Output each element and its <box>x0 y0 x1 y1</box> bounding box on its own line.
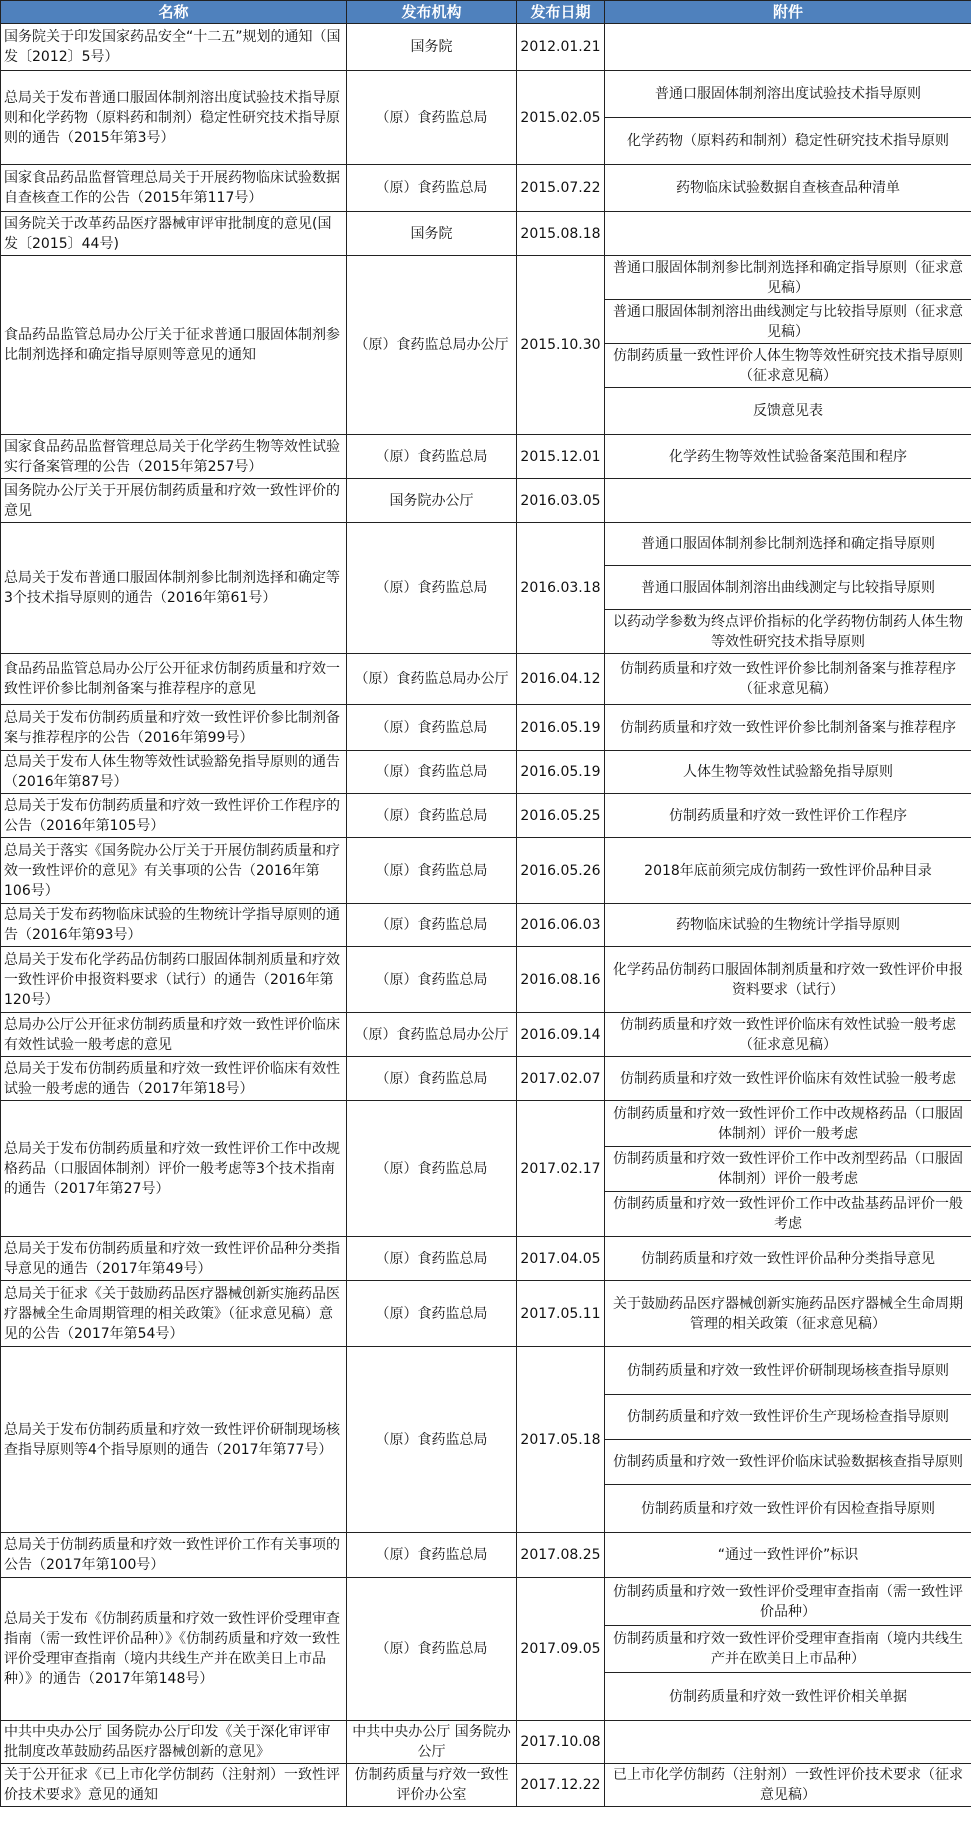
table-row <box>1 654 971 705</box>
table-row <box>1 71 971 118</box>
doc-name-cell: 总局关于发布化学药品仿制药口服固体制剂质量和疗效一致性评价申报资料要求（试行）的通告（2016年第120号） <box>1 947 347 1013</box>
header-org: 发布机构 <box>347 1 517 24</box>
doc-org-cell: （原）食药监总局 <box>347 1578 517 1721</box>
doc-org-cell: 国务院 <box>347 24 517 71</box>
doc-date-cell: 2016.09.14 <box>517 1013 605 1057</box>
doc-name-cell: 国家食品药品监督管理总局关于化学药生物等效性试验实行备案管理的公告（2015年第257号） <box>1 435 347 479</box>
doc-org-cell: 国务院办公厅 <box>347 479 517 523</box>
attachment-cell: 普通口服固体制剂溶出度试验技术指导原则 <box>605 71 971 118</box>
doc-org-cell: （原）食药监总局办公厅 <box>347 1013 517 1057</box>
doc-name-cell: 总局关于发布《仿制药质量和疗效一致性评价受理审查指南（需一致性评价品种）》《仿制药质量和疗效一致性评价受理审查指南（境内共线生产并在欧美日上市品种）》的通告（2017年第148号） <box>1 1578 347 1721</box>
attachment-cell <box>605 24 971 71</box>
doc-date-cell: 2017.12.22 <box>517 1764 605 1807</box>
doc-org-cell: 国务院 <box>347 212 517 256</box>
attachment-cell: 化学药品仿制药口服固体制剂质量和疗效一致性评价申报资料要求（试行） <box>605 947 971 1013</box>
attachment-cell <box>605 212 971 256</box>
header-attachment: 附件 <box>605 1 971 24</box>
doc-name-cell: 关于公开征求《已上市化学仿制药（注射剂）一致性评价技术要求》意见的通知 <box>1 1764 347 1807</box>
table-row <box>1 838 971 904</box>
doc-org-cell: （原）食药监总局 <box>347 1347 517 1533</box>
doc-date-cell: 2017.02.17 <box>517 1101 605 1237</box>
doc-name-cell: 总局办公厅公开征求仿制药质量和疗效一致性评价临床有效性试验一般考虑的意见 <box>1 1013 347 1057</box>
table-row <box>1 794 971 838</box>
doc-date-cell: 2017.05.18 <box>517 1347 605 1533</box>
doc-date-cell: 2017.04.05 <box>517 1237 605 1281</box>
doc-name-cell: 总局关于发布仿制药质量和疗效一致性评价临床有效性试验一般考虑的通告（2017年第18号） <box>1 1057 347 1101</box>
doc-date-cell: 2016.05.19 <box>517 751 605 794</box>
doc-name-cell: 总局关于发布普通口服固体制剂溶出度试验技术指导原则和化学药物（原料药和制剂）稳定性研究技术指导原则的通告（2015年第3号） <box>1 71 347 165</box>
doc-name-cell: 总局关于仿制药质量和疗效一致性评价工作有关事项的公告（2017年第100号） <box>1 1533 347 1578</box>
table-row <box>1 435 971 479</box>
doc-org-cell: （原）食药监总局 <box>347 1237 517 1281</box>
table-row <box>1 523 971 566</box>
attachment-cell: 仿制药质量一致性评价人体生物等效性研究技术指导原则（征求意见稿） <box>605 344 971 388</box>
attachment-cell: 普通口服固体制剂参比制剂选择和确定指导原则（征求意见稿） <box>605 256 971 300</box>
table-row <box>1 479 971 523</box>
doc-name-cell: 总局关于发布仿制药质量和疗效一致性评价工作程序的公告（2016年第105号） <box>1 794 347 838</box>
doc-org-cell: （原）食药监总局 <box>347 71 517 165</box>
doc-org-cell: （原）食药监总局 <box>347 435 517 479</box>
doc-date-cell: 2017.02.07 <box>517 1057 605 1101</box>
doc-name-cell: 总局关于发布仿制药质量和疗效一致性评价工作中改规格药品（口服固体制剂）评价一般考虑等3个技术指南的通告（2017年第27号） <box>1 1101 347 1237</box>
doc-name-cell: 总局关于落实《国务院办公厅关于开展仿制药质量和疗效一致性评价的意见》有关事项的公告（2016年第106号） <box>1 838 347 904</box>
doc-org-cell: （原）食药监总局 <box>347 705 517 751</box>
doc-org-cell: （原）食药监总局 <box>347 1281 517 1347</box>
doc-name-cell: 国家食品药品监督管理总局关于开展药物临床试验数据自查核查工作的公告（2015年第117号） <box>1 165 347 212</box>
doc-name-cell: 总局关于发布仿制药质量和疗效一致性评价品种分类指导意见的通告（2017年第49号） <box>1 1237 347 1281</box>
doc-date-cell: 2015.12.01 <box>517 435 605 479</box>
attachment-cell: 仿制药质量和疗效一致性评价参比制剂备案与推荐程序（征求意见稿） <box>605 654 971 705</box>
table-row <box>1 1721 971 1764</box>
attachment-cell: 仿制药质量和疗效一致性评价工作中改剂型药品（口服固体制剂）评价一般考虑 <box>605 1147 971 1192</box>
doc-org-cell: （原）食药监总局 <box>347 1057 517 1101</box>
attachment-cell: 仿制药质量和疗效一致性评价有因检查指导原则 <box>605 1485 971 1533</box>
doc-org-cell: （原）食药监总局办公厅 <box>347 654 517 705</box>
table-row <box>1 904 971 947</box>
attachment-cell: 仿制药质量和疗效一致性评价生产现场检查指导原则 <box>605 1395 971 1440</box>
doc-date-cell: 2016.06.03 <box>517 904 605 947</box>
doc-org-cell: （原）食药监总局 <box>347 751 517 794</box>
table-body <box>1 24 971 1807</box>
attachment-cell: 仿制药质量和疗效一致性评价受理审查指南（境内共线生产并在欧美日上市品种） <box>605 1626 971 1673</box>
header-row <box>1 1 971 24</box>
attachment-cell: 仿制药质量和疗效一致性评价临床有效性试验一般考虑（征求意见稿） <box>605 1013 971 1057</box>
header-name: 名称 <box>1 1 347 24</box>
doc-name-cell: 总局关于发布仿制药质量和疗效一致性评价研制现场核查指导原则等4个指导原则的通告（2017年第77号） <box>1 1347 347 1533</box>
doc-date-cell: 2016.05.19 <box>517 705 605 751</box>
attachment-cell: 人体生物等效性试验豁免指导原则 <box>605 751 971 794</box>
table-row <box>1 24 971 71</box>
doc-date-cell: 2017.10.08 <box>517 1721 605 1764</box>
table-row <box>1 1533 971 1578</box>
attachment-cell: “通过一致性评价”标识 <box>605 1533 971 1578</box>
attachment-cell: 化学药物（原料药和制剂）稳定性研究技术指导原则 <box>605 118 971 165</box>
table-row <box>1 256 971 300</box>
doc-org-cell: （原）食药监总局 <box>347 523 517 654</box>
table-row <box>1 1057 971 1101</box>
table-row <box>1 1281 971 1347</box>
doc-name-cell: 食品药品监管总局办公厅关于征求普通口服固体制剂参比制剂选择和确定指导原则等意见的通知 <box>1 256 347 435</box>
header-date: 发布日期 <box>517 1 605 24</box>
attachment-cell: 仿制药质量和疗效一致性评价相关单据 <box>605 1673 971 1721</box>
doc-org-cell: （原）食药监总局 <box>347 947 517 1013</box>
doc-name-cell: 总局关于征求《关于鼓励药品医疗器械创新实施药品医疗器械全生命周期管理的相关政策》（征求意见稿）意见的公告（2017年第54号） <box>1 1281 347 1347</box>
table-row <box>1 705 971 751</box>
table-row <box>1 1764 971 1807</box>
doc-date-cell: 2015.07.22 <box>517 165 605 212</box>
doc-org-cell: （原）食药监总局 <box>347 1101 517 1237</box>
doc-date-cell: 2017.09.05 <box>517 1578 605 1721</box>
table-row <box>1 751 971 794</box>
attachment-cell: 仿制药质量和疗效一致性评价受理审查指南（需一致性评价品种） <box>605 1578 971 1626</box>
doc-name-cell: 总局关于发布人体生物等效性试验豁免指导原则的通告（2016年第87号） <box>1 751 347 794</box>
doc-org-cell: （原）食药监总局 <box>347 794 517 838</box>
attachment-cell: 反馈意见表 <box>605 388 971 435</box>
doc-date-cell: 2016.03.05 <box>517 479 605 523</box>
doc-date-cell: 2016.05.25 <box>517 794 605 838</box>
doc-org-cell: （原）食药监总局 <box>347 165 517 212</box>
attachment-cell: 仿制药质量和疗效一致性评价临床试验数据核查指导原则 <box>605 1440 971 1485</box>
doc-name-cell: 食品药品监管总局办公厅公开征求仿制药质量和疗效一致性评价参比制剂备案与推荐程序的意见 <box>1 654 347 705</box>
table-row <box>1 1578 971 1626</box>
attachment-cell: 普通口服固体制剂溶出曲线测定与比较指导原则（征求意见稿） <box>605 300 971 344</box>
doc-date-cell: 2017.08.25 <box>517 1533 605 1578</box>
attachment-cell: 仿制药质量和疗效一致性评价工作中改规格药品（口服固体制剂）评价一般考虑 <box>605 1101 971 1147</box>
table-row <box>1 1347 971 1395</box>
attachment-cell: 以药动学参数为终点评价指标的化学药物仿制药人体生物等效性研究技术指导原则 <box>605 610 971 654</box>
attachment-cell <box>605 479 971 523</box>
doc-name-cell: 总局关于发布药物临床试验的生物统计学指导原则的通告（2016年第93号） <box>1 904 347 947</box>
table-row <box>1 165 971 212</box>
attachment-cell <box>605 1721 971 1764</box>
doc-date-cell: 2012.01.21 <box>517 24 605 71</box>
attachment-cell: 仿制药质量和疗效一致性评价研制现场核查指导原则 <box>605 1347 971 1395</box>
table-row <box>1 947 971 1013</box>
doc-date-cell: 2016.04.12 <box>517 654 605 705</box>
doc-org-cell: 仿制药质量与疗效一致性评价办公室 <box>347 1764 517 1807</box>
doc-org-cell: （原）食药监总局 <box>347 1533 517 1578</box>
doc-date-cell: 2015.10.30 <box>517 256 605 435</box>
attachment-cell: 仿制药质量和疗效一致性评价临床有效性试验一般考虑 <box>605 1057 971 1101</box>
attachment-cell: 仿制药质量和疗效一致性评价品种分类指导意见 <box>605 1237 971 1281</box>
doc-date-cell: 2016.05.26 <box>517 838 605 904</box>
attachment-cell: 2018年底前须完成仿制药一致性评价品种目录 <box>605 838 971 904</box>
attachment-cell: 普通口服固体制剂溶出曲线测定与比较指导原则 <box>605 566 971 610</box>
attachment-cell: 药物临床试验的生物统计学指导原则 <box>605 904 971 947</box>
doc-name-cell: 总局关于发布仿制药质量和疗效一致性评价参比制剂备案与推荐程序的公告（2016年第99号） <box>1 705 347 751</box>
attachment-cell: 已上市化学仿制药（注射剂）一致性评价技术要求（征求意见稿） <box>605 1764 971 1807</box>
doc-name-cell: 总局关于发布普通口服固体制剂参比制剂选择和确定等3个技术指导原则的通告（2016年第61号） <box>1 523 347 654</box>
doc-org-cell: （原）食药监总局办公厅 <box>347 256 517 435</box>
attachment-cell: 仿制药质量和疗效一致性评价工作程序 <box>605 794 971 838</box>
table-row <box>1 1013 971 1057</box>
doc-name-cell: 国务院办公厅关于开展仿制药质量和疗效一致性评价的意见 <box>1 479 347 523</box>
doc-date-cell: 2015.08.18 <box>517 212 605 256</box>
attachment-cell: 仿制药质量和疗效一致性评价工作中改盐基药品评价一般考虑 <box>605 1192 971 1237</box>
doc-org-cell: （原）食药监总局 <box>347 904 517 947</box>
attachment-cell: 关于鼓励药品医疗器械创新实施药品医疗器械全生命周期管理的相关政策（征求意见稿） <box>605 1281 971 1347</box>
doc-name-cell: 国务院关于印发国家药品安全“十二五”规划的通知（国发〔2012〕5号） <box>1 24 347 71</box>
doc-name-cell: 国务院关于改革药品医疗器械审评审批制度的意见(国发〔2015〕44号) <box>1 212 347 256</box>
doc-org-cell: 中共中央办公厅 国务院办公厅 <box>347 1721 517 1764</box>
attachment-cell: 仿制药质量和疗效一致性评价参比制剂备案与推荐程序 <box>605 705 971 751</box>
doc-org-cell: （原）食药监总局 <box>347 838 517 904</box>
doc-name-cell: 中共中央办公厅 国务院办公厅印发《关于深化审评审批制度改革鼓励药品医疗器械创新的意见》 <box>1 1721 347 1764</box>
table-row <box>1 212 971 256</box>
doc-date-cell: 2017.05.11 <box>517 1281 605 1347</box>
attachment-cell: 药物临床试验数据自查核查品种清单 <box>605 165 971 212</box>
doc-date-cell: 2016.03.18 <box>517 523 605 654</box>
table-row <box>1 1101 971 1147</box>
attachment-cell: 普通口服固体制剂参比制剂选择和确定指导原则 <box>605 523 971 566</box>
doc-date-cell: 2016.08.16 <box>517 947 605 1013</box>
doc-date-cell: 2015.02.05 <box>517 71 605 165</box>
table-row <box>1 1237 971 1281</box>
attachment-cell: 化学药生物等效性试验备案范围和程序 <box>605 435 971 479</box>
